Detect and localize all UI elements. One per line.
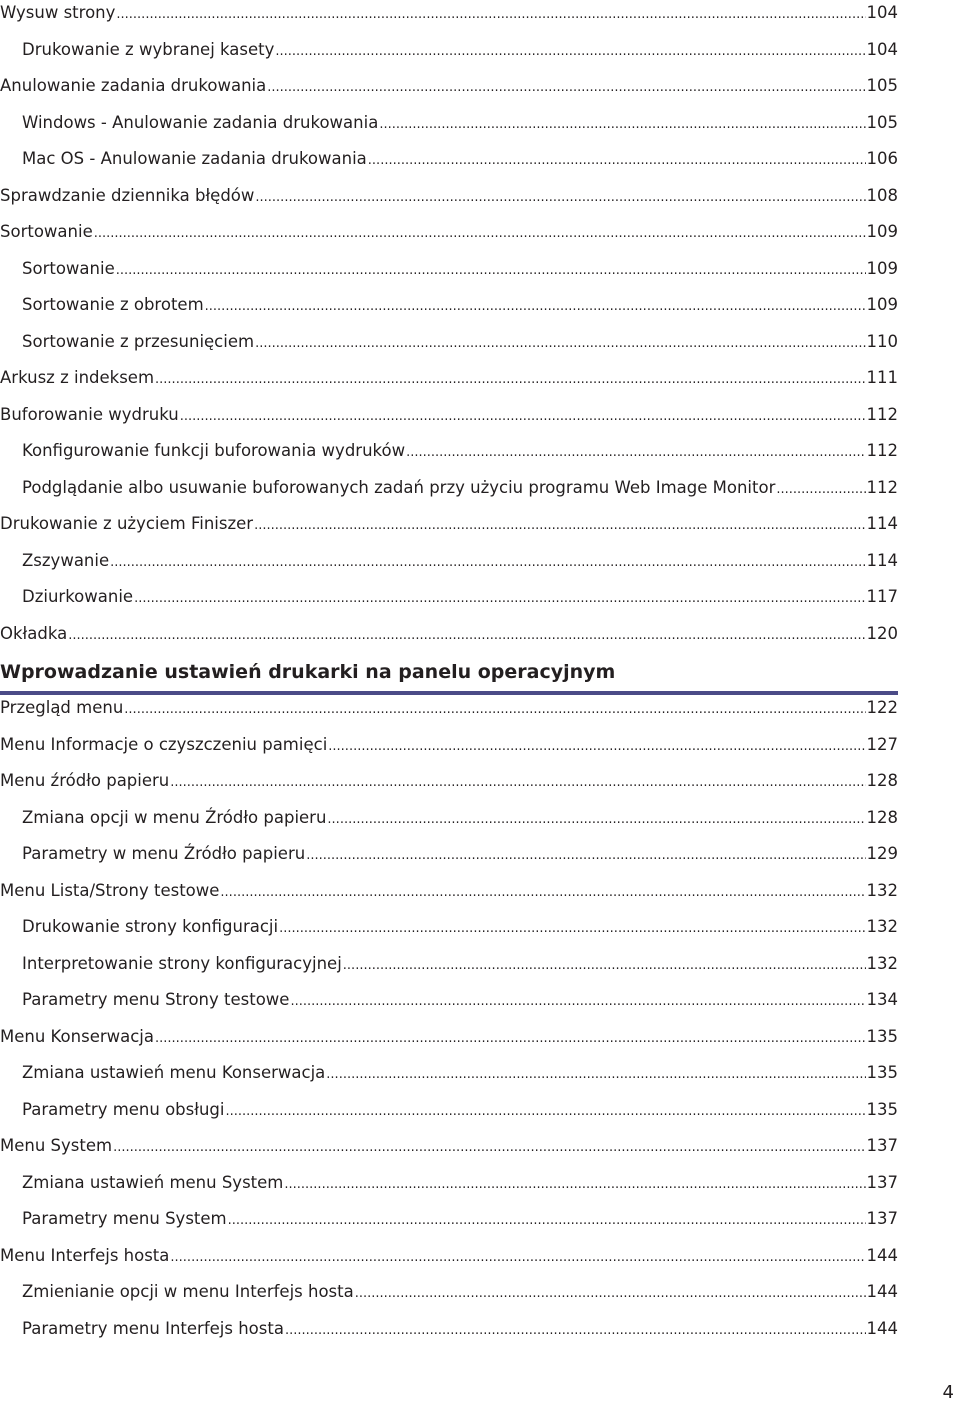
toc-dot-leader [406,440,865,466]
toc-entry-title: Parametry menu System [22,1209,227,1228]
toc-entry-title: Interpretowanie strony konfiguracyjnej [22,953,342,973]
toc-entry[interactable] [0,73,898,110]
toc-entry[interactable] [0,219,898,256]
toc-entry[interactable] [0,841,898,878]
toc-entry[interactable] [0,1279,898,1316]
toc-entry-title: Zmiana opcji w menu Źródło papieru [22,807,327,827]
toc-dot-leader [343,953,866,979]
toc-entry-page: 104 [866,39,898,59]
toc-list-after-section [0,695,898,1352]
toc-entry-page: 122 [866,698,898,717]
toc-entry-title: Okładka [0,623,68,643]
toc-dot-leader [170,1245,865,1271]
toc-entry[interactable] [0,146,898,183]
toc-dot-leader [155,1026,865,1052]
toc-entry-page: 110 [866,331,898,351]
toc-entry[interactable] [0,110,898,147]
toc-entry[interactable] [0,805,898,842]
toc-entry[interactable] [0,1316,898,1353]
toc-entry[interactable] [0,402,898,439]
toc-entry[interactable] [0,878,898,915]
toc-entry-title: Menu System [0,1136,113,1155]
toc-entry-title: Mac OS - Anulowanie zadania drukowania [22,149,367,168]
toc-dot-leader [155,367,865,393]
toc-dot-leader [134,586,865,612]
toc-entry-title: Zszywanie [22,550,110,570]
toc-entry-page: 127 [866,734,898,754]
toc-entry[interactable] [0,951,898,988]
toc-entry-page: 109 [866,222,898,241]
toc-entry-page: 134 [866,990,898,1009]
toc-entry-title: Sortowanie [22,258,115,278]
toc-entry-title: Anulowanie zadania drukowania [0,76,267,95]
toc-dot-leader [110,550,865,576]
toc-entry-page: 128 [866,807,898,827]
toc-entry-title: Sprawdzanie dziennika błędów [0,185,255,205]
toc-entry-title: Dziurkowanie [22,587,134,606]
toc-entry[interactable] [0,475,898,512]
toc-entry-title: Drukowanie z wybranej kasety [22,39,275,59]
toc-entry-title: Menu Informacje o czyszczeniu pamięci [0,734,328,754]
toc-entry-page: 144 [866,1245,898,1265]
toc-entry[interactable] [0,584,898,621]
toc-dot-leader [228,1208,866,1234]
toc-dot-leader [290,989,865,1015]
toc-dot-leader [254,513,865,539]
toc-entry-page: 114 [866,514,898,533]
toc-dot-leader [255,331,865,357]
toc-entry-title: Zmiana ustawień menu System [22,1172,284,1192]
toc-dot-leader [180,404,866,430]
toc-entry-title: Windows - Anulowanie zadania drukowania [22,112,379,132]
toc-entry[interactable] [0,621,898,658]
toc-dot-leader [124,697,865,723]
toc-entry-page: 114 [866,550,898,570]
toc-entry[interactable] [0,1060,898,1097]
toc-entry-title: Parametry w menu Źródło papieru [22,844,306,863]
toc-dot-leader [68,623,865,649]
toc-entry-page: 132 [866,880,898,900]
toc-entry[interactable] [0,0,898,37]
toc-entry[interactable] [0,438,898,475]
toc-entry-page: 132 [866,917,898,936]
section-header [0,657,898,695]
toc-entry-title: Drukowanie strony konfiguracji [22,917,279,936]
toc-entry-title: Menu źródło papieru [0,771,170,790]
toc-entry-page: 144 [866,1282,898,1301]
toc-entry[interactable] [0,37,898,74]
toc-entry-page: 128 [866,771,898,790]
toc-entry[interactable] [0,732,898,769]
toc-entry-page: 106 [866,149,898,168]
toc-entry-page: 112 [866,477,898,497]
toc-entry-title: Podglądanie albo usuwanie buforowanych zadań przy użyciu programu Web Image Monitor [22,477,776,497]
toc-entry-page: 135 [866,1026,898,1046]
page-number: 4 [942,1382,954,1403]
toc-entry-page: 137 [866,1136,898,1155]
toc-entry[interactable] [0,365,898,402]
toc-entry-title: Sortowanie [0,222,93,241]
toc-entry-title: Konfigurowanie funkcji buforowania wydruków [22,441,406,460]
toc-dot-leader [326,1062,865,1088]
toc-dot-leader [379,112,865,138]
section-title: Wprowadzanie ustawień drukarki na panelu operacyjnym [0,661,616,683]
toc-dot-leader [285,1318,866,1344]
toc-entry-title: Buforowanie wydruku [0,404,179,424]
toc-entry-title: Sortowanie z obrotem [22,295,204,314]
toc-dot-leader [113,1135,865,1161]
toc-entry[interactable] [0,1206,898,1243]
toc-dot-leader [220,880,865,906]
toc-entry-page: 137 [866,1172,898,1192]
toc-dot-leader [279,916,865,942]
toc-entry-page: 135 [866,1063,898,1082]
toc-entry[interactable] [0,1097,898,1134]
toc-dot-leader [275,39,865,65]
toc-entry-page: 112 [866,441,898,460]
toc-entry-page: 109 [866,258,898,278]
toc-entry[interactable] [0,511,898,548]
toc-entry-page: 117 [866,587,898,606]
toc-entry-page: 109 [866,295,898,314]
toc-dot-leader [355,1281,866,1307]
toc-dot-leader [94,221,866,247]
toc-dot-leader [776,477,865,503]
toc-entry[interactable] [0,329,898,366]
toc-entry-title: Parametry menu Interfejs hosta [22,1318,284,1338]
toc-entry-title: Drukowanie z użyciem Finiszer [0,514,254,533]
toc-entry-title: Wysuw strony [0,3,116,22]
toc-entry-page: 132 [866,953,898,973]
toc-entry-title: Zmiana ustawień menu Konserwacja [22,1063,326,1082]
toc-entry-title: Menu Interfejs hosta [0,1245,170,1265]
toc-entry[interactable] [0,695,898,732]
toc-entry-page: 144 [866,1318,898,1338]
toc-dot-leader [328,734,865,760]
toc-dot-leader [368,148,866,174]
toc-entry[interactable] [0,183,898,220]
toc-entry-page: 105 [866,112,898,132]
toc-entry-page: 137 [866,1209,898,1228]
toc-dot-leader [267,75,865,101]
toc-entry-title: Parametry menu Strony testowe [22,990,290,1009]
toc-entry[interactable] [0,1170,898,1207]
toc-dot-leader [327,807,865,833]
toc-entry-title: Arkusz z indeksem [0,368,155,387]
toc-entry-page: 135 [866,1099,898,1119]
toc-dot-leader [170,770,865,796]
toc-entry-page: 108 [866,185,898,205]
toc-dot-leader [116,258,866,284]
toc-dot-leader [205,294,866,320]
toc-entry-title: Sortowanie z przesunięciem [22,331,255,351]
toc-dot-leader [284,1172,865,1198]
toc-entry-title: Menu Lista/Strony testowe [0,880,220,900]
toc-entry[interactable] [0,768,898,805]
toc-entry-page: 129 [866,844,898,863]
toc-entry-page: 111 [866,368,898,387]
toc-entry[interactable] [0,1243,898,1280]
toc-entry[interactable] [0,292,898,329]
toc-dot-leader [306,843,865,869]
toc-entry[interactable] [0,256,898,293]
toc-entry[interactable] [0,1024,898,1061]
toc-entry-page: 105 [866,76,898,95]
toc-entry-title: Przegląd menu [0,698,124,717]
toc-entry[interactable] [0,987,898,1024]
toc-entry-page: 120 [866,623,898,643]
toc-entry[interactable] [0,548,898,585]
toc-entry-title: Parametry menu obsługi [22,1099,225,1119]
toc-entry-title: Menu Konserwacja [0,1026,155,1046]
toc-entry-title: Zmienianie opcji w menu Interfejs hosta [22,1282,354,1301]
toc-entry[interactable] [0,914,898,951]
toc-dot-leader [255,185,865,211]
toc-entry-page: 104 [866,3,898,22]
toc-dot-leader [225,1099,865,1125]
toc-dot-leader [116,2,865,28]
toc-entry[interactable] [0,1133,898,1170]
toc-list-before-section [0,0,898,657]
toc-entry-page: 112 [866,404,898,424]
